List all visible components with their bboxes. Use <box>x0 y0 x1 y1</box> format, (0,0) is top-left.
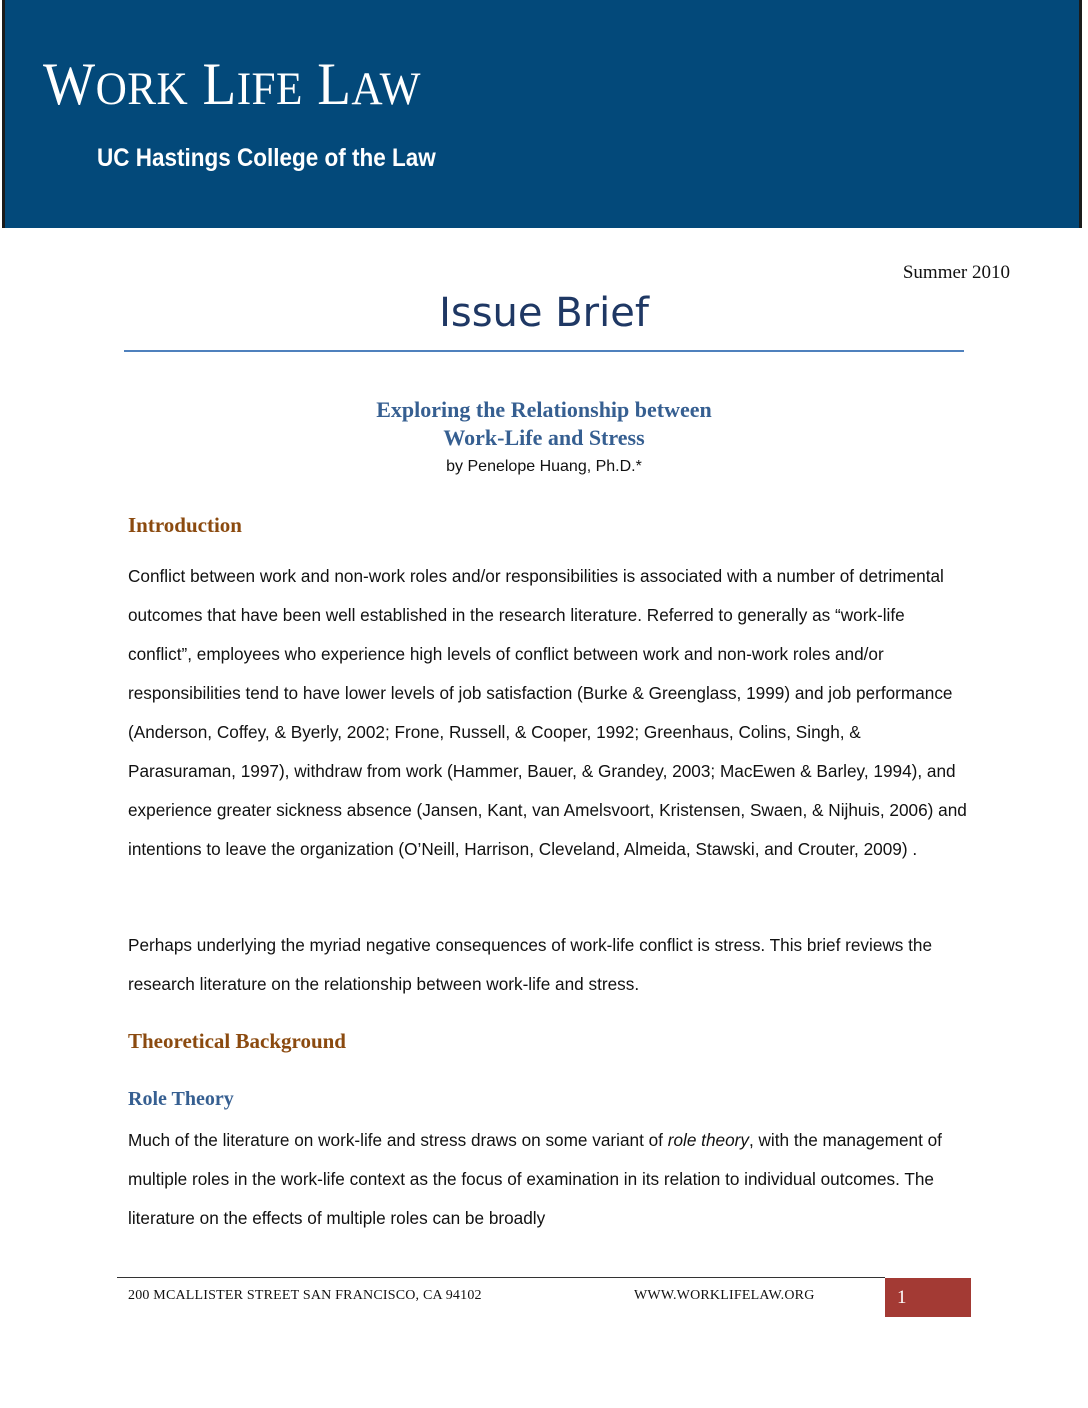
title-divider <box>124 350 964 352</box>
header-banner <box>2 0 1082 228</box>
document-type-title: Issue Brief <box>439 290 649 336</box>
brief-title <box>124 396 964 452</box>
heading-role-theory: Role Theory <box>128 1088 234 1110</box>
brief-title-line-1: Exploring the Relationship between <box>376 397 712 422</box>
footer-address: 200 MCALLISTER STREET SAN FRANCISCO, CA 94102 <box>128 1288 482 1303</box>
page-number: 1 <box>885 1278 971 1317</box>
role-theory-text-end: , with the management of multiple roles in the work-life context as the focus of examination in its relation to individual outcomes. The literature on the effects of multiple roles can be broadly <box>128 1130 942 1228</box>
author-byline: by Penelope Huang, Ph.D.* <box>446 458 642 475</box>
intro-paragraph-1: Conflict between work and non-work roles and/or responsibilities is associated with a number of detrimental outcomes that have been well established in the research literature. Referred to generally as “work-life conflict”, employees who experience high levels of conflict between work and non-work roles and/or responsibilities tend to have lower levels of job satisfaction (Burke & Greenglass, 1999) and job performance (Anderson, Coffey, & Byerly, 2002; Frone, Russell, & Cooper, 1992; Greenhaus, Colins, Singh, & Parasuraman, 1997), withdraw from work (Hammer, Bauer, & Grandey, 2003; MacEwen & Barley, 1994), and experience greater sickness absence (Jansen, Kant, van Amelsvoort, Kristensen, Swaen, & Nijhuis, 2006) and intentions to leave the organization (O’Neill, Harrison, Cleveland, Almeida, Stawski, and Crouter, 2009) . <box>128 566 967 859</box>
logo-wordmark: WORK LIFE LAW <box>43 51 421 117</box>
heading-introduction: Introduction <box>128 513 242 537</box>
heading-theoretical-background: Theoretical Background <box>128 1029 346 1053</box>
footer-divider <box>117 1277 885 1278</box>
role-theory-paragraph <box>128 1121 968 1238</box>
logo-subtitle: UC Hastings College of the Law <box>97 144 436 172</box>
footer-website: WWW.WORKLIFELAW.ORG <box>634 1288 815 1303</box>
role-theory-term: role theory <box>667 1130 749 1150</box>
issue-date: Summer 2010 <box>902 262 1010 283</box>
intro-paragraph-2: Perhaps underlying the myriad negative consequences of work-life conflict is stress. This brief reviews the research literature on the relationship between work-life and stress. <box>128 935 933 994</box>
role-theory-text-start: Much of the literature on work-life and stress draws on some variant of <box>128 1130 668 1150</box>
brief-title-line-2: Work-Life and Stress <box>443 425 645 450</box>
